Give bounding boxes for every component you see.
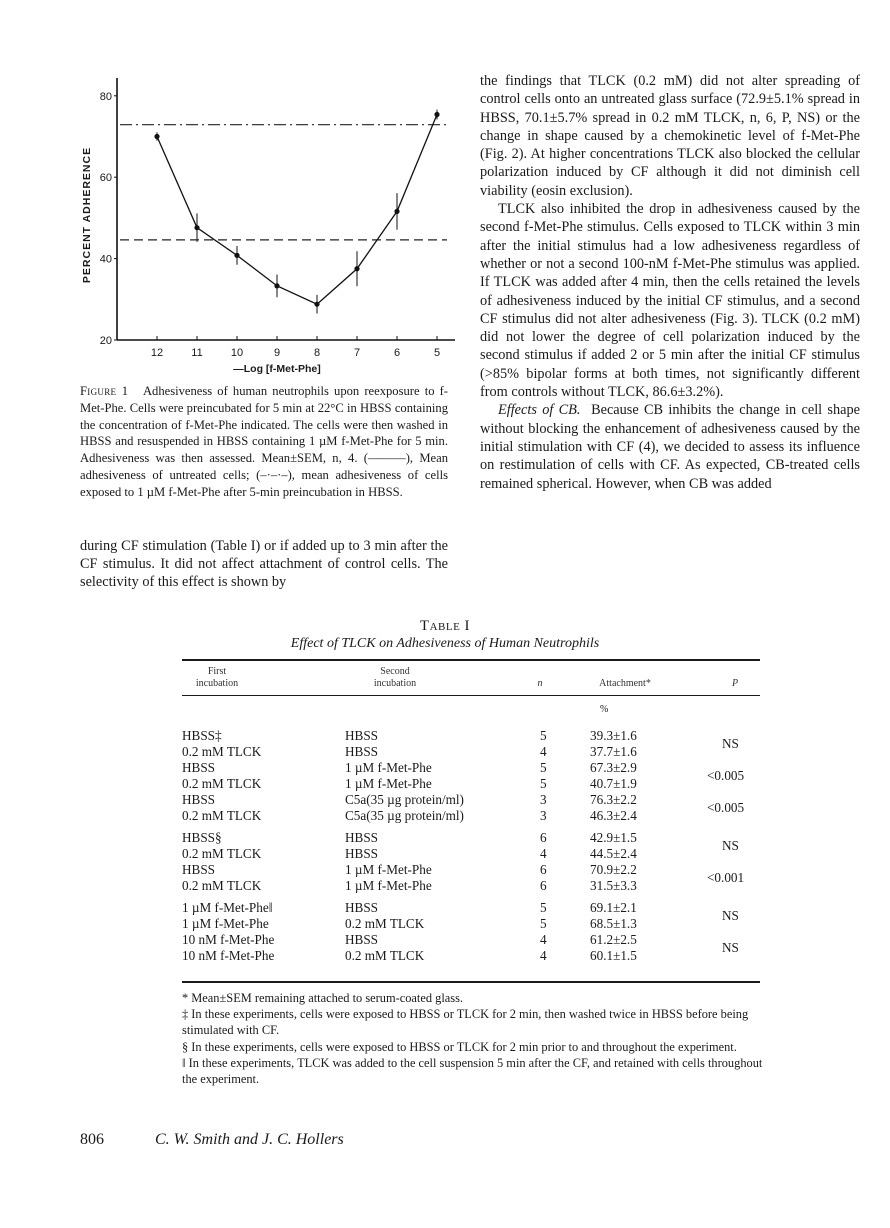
- header-p: P: [731, 678, 739, 689]
- cell-p-value: <0.001: [707, 870, 745, 885]
- header-n: n: [537, 678, 543, 689]
- cell-p-value: NS: [722, 908, 739, 923]
- attachment-unit: %: [600, 704, 609, 715]
- cell-attachment: 40.7±1.9: [590, 776, 637, 791]
- cell-attachment: 70.9±2.2: [590, 862, 637, 877]
- cell-n: 5: [540, 776, 547, 791]
- y-tick-label: 20: [99, 335, 112, 347]
- cell-n: 6: [540, 862, 547, 877]
- cell-n: 4: [540, 932, 547, 947]
- cell-first-incubation: HBSS: [182, 862, 215, 877]
- cell-n: 5: [540, 760, 547, 775]
- header-text: Second: [380, 666, 410, 677]
- cell-n: 4: [540, 948, 547, 963]
- paragraph-2: TLCK also inhibited the drop in adhesiveness caused by the second f-Met-Phe stimulus. Cells exposed to TLCK within 3 min after the initial stimulus had a low adhesiveness regardless of whether or not a second 100-nM f-Met-Phe stimulus was applied. If TLCK was added after 4 min, then the cells retained the levels of adhesiveness induced by the initial CF stimulus, and a second CF stimulus did not alter adhesiveness (Fig. 3). TLCK (0.2 mM) did not lower the degree of cell polarization induced by the second stimulus if added 2 or 5 min after the initial CF stimulus (>85% bipolar forms at both times, not significantly different from controls without TLCK, 86.6±3.2%).: [480, 201, 860, 401]
- cell-first-incubation: 10 nM f-Met-Phe: [182, 932, 275, 947]
- cell-second-incubation: HBSS: [345, 846, 378, 861]
- y-axis-title: PERCENT ADHERENCE: [81, 146, 93, 284]
- footnote-double-dagger: ‡ In these experiments, cells were exposed to HBSS or TLCK for 2 min, then washed twice in HBSS before being stimulated with CF.: [182, 1007, 749, 1038]
- header-attachment: Attachment*: [599, 678, 651, 689]
- x-tick-label: 6: [393, 347, 401, 359]
- cell-second-incubation: 1 µM f-Met-Phe: [345, 878, 432, 893]
- figure-1-chart: [60, 70, 460, 380]
- table-header-rule: [182, 695, 760, 696]
- table-bottom-rule: [182, 981, 760, 983]
- axis-labels: [81, 91, 440, 375]
- footnote-asterisk: * Mean±SEM remaining attached to serum-coated glass.: [182, 991, 464, 1005]
- data-series: [154, 110, 439, 314]
- cell-second-incubation: HBSS: [345, 728, 378, 743]
- header-text: incubation: [195, 678, 239, 689]
- cell-attachment: 42.9±1.5: [590, 830, 637, 845]
- cell-n: 6: [540, 830, 547, 845]
- table-top-rule: [182, 659, 760, 661]
- cell-n: 4: [540, 744, 547, 759]
- data-point: [274, 283, 279, 288]
- x-tick-label: 7: [353, 347, 361, 359]
- table-subtitle: Effect of TLCK on Adhesiveness of Human Neutrophils: [290, 636, 600, 651]
- chart-axes: [114, 78, 455, 340]
- table-title: Table I: [419, 618, 471, 634]
- cell-second-incubation: 1 µM f-Met-Phe: [345, 862, 432, 877]
- series-line: [157, 115, 437, 305]
- data-point: [194, 225, 199, 230]
- cell-p-value: <0.005: [707, 768, 745, 783]
- cell-first-incubation: 1 µM f-Met-Phe‖: [182, 900, 273, 915]
- paragraph-1: the findings that TLCK (0.2 mM) did not alter spreading of control cells onto an untreated glass surface (72.9±5.1% spread in HBSS, 70.1±5.7% spread in 0.2 mM TLCK, n, 6, P, NS) or the change in shape caused by a chemokinetic level of f-Met-Phe (Fig. 2). At higher concentrations TLCK also blocked the cellular polarization induced by CF although it did not diminish cell viability (eosin exclusion).: [480, 73, 860, 199]
- cell-attachment: 68.5±1.3: [590, 916, 637, 931]
- cell-first-incubation: 0.2 mM TLCK: [182, 776, 262, 791]
- x-tick-label: 10: [230, 347, 244, 359]
- table-footnotes: [182, 990, 767, 1087]
- y-tick-label: 60: [99, 172, 112, 185]
- paragraph-3-text: Because CB inhibits the change in cell shape without blocking the enhancement of adhesiveness caused by the initial stimulation with CF (4), we decided to assess its influence on restimulation of cells with CF. As expected, CB-treated cells remained spherical. However, when CB was added: [480, 402, 860, 492]
- cell-n: 6: [540, 878, 547, 893]
- figure-label: Figure 1: [80, 384, 129, 398]
- x-tick-label: 9: [273, 347, 281, 359]
- x-tick-label: 8: [313, 347, 321, 359]
- cell-first-incubation: 0.2 mM TLCK: [182, 808, 262, 823]
- cell-second-incubation: HBSS: [345, 900, 378, 915]
- right-column: [480, 72, 860, 493]
- cell-first-incubation: HBSS§: [182, 830, 222, 845]
- y-tick-label: 80: [99, 90, 112, 103]
- data-point: [314, 302, 319, 307]
- header-first-incubation: [182, 666, 252, 690]
- cell-first-incubation: 0.2 mM TLCK: [182, 846, 262, 861]
- data-point: [394, 209, 399, 214]
- figure-caption: [80, 383, 448, 501]
- cell-first-incubation: 0.2 mM TLCK: [182, 744, 262, 759]
- cell-attachment: 44.5±2.4: [590, 846, 637, 861]
- y-tick-label: 40: [99, 253, 112, 266]
- line-chart: [60, 70, 460, 380]
- cell-attachment: 39.3±1.6: [590, 728, 637, 743]
- header-text: incubation: [373, 678, 417, 689]
- footnote-section: § In these experiments, cells were exposed to HBSS or TLCK for 2 min prior to and throughout the experiment.: [182, 1039, 737, 1054]
- cell-attachment: 31.5±3.3: [590, 878, 637, 893]
- cell-second-incubation: HBSS: [345, 830, 378, 845]
- figure-caption-text: Adhesiveness of human neutrophils upon reexposure to f-Met-Phe. Cells were preincubated for 5 min at 22°C in HBSS containing the concentration of f-Met-Phe indicated. The cells were then washed in HBSS and resuspended in HBSS containing 1 µM f-Met-Phe for 5 min. Adhesiveness was then assessed. Mean±SEM, n, 4. (———), Mean adhesiveness of untreated cells; (–·–·–), mean adhesiveness of cells exposed to 1 µM f-Met-Phe after 5-min preincubation in HBSS.: [80, 384, 448, 499]
- x-tick-label: 12: [150, 347, 164, 359]
- cell-first-incubation: HBSS: [182, 792, 215, 807]
- cell-n: 5: [540, 728, 547, 743]
- data-point: [234, 253, 239, 258]
- cell-p-value: <0.005: [707, 800, 745, 815]
- page-number: 806: [80, 1131, 104, 1148]
- reference-lines: [120, 125, 447, 240]
- paragraph-3: [480, 401, 860, 492]
- running-footer-authors: C. W. Smith and J. C. Hollers: [155, 1131, 344, 1148]
- cell-n: 3: [540, 792, 547, 807]
- x-axis-title: —Log [f-Met-Phe]: [233, 363, 321, 375]
- cell-n: 3: [540, 808, 547, 823]
- cell-second-incubation: C5a(35 µg protein/ml): [345, 808, 464, 823]
- cell-first-incubation: 1 µM f-Met-Phe: [182, 916, 269, 931]
- cell-attachment: 76.3±2.2: [590, 792, 637, 807]
- data-point: [434, 112, 439, 117]
- footnote-parallel: ‖ In these experiments, TLCK was added to the cell suspension 5 min after the CF, and retained with cells throughout the experiment.: [182, 1055, 763, 1087]
- cell-attachment: 61.2±2.5: [590, 932, 637, 947]
- header-text: First: [207, 666, 227, 677]
- cell-attachment: 67.3±2.9: [590, 760, 637, 775]
- data-point: [154, 134, 159, 139]
- x-tick-label: 11: [191, 347, 203, 359]
- cell-attachment: 46.3±2.4: [590, 808, 637, 823]
- cell-second-incubation: 1 µM f-Met-Phe: [345, 776, 432, 791]
- cell-attachment: 37.7±1.6: [590, 744, 637, 759]
- cell-second-incubation: HBSS: [345, 932, 378, 947]
- header-second-incubation: [345, 666, 445, 690]
- left-column-body-text: during CF stimulation (Table I) or if added up to 3 min after the CF stimulus. It did not affect attachment of control cells. The selectivity of this effect is shown by: [80, 538, 448, 590]
- cell-attachment: 60.1±1.5: [590, 948, 637, 963]
- x-tick-label: 5: [433, 347, 441, 359]
- cell-first-incubation: HBSS: [182, 760, 215, 775]
- cell-second-incubation: HBSS: [345, 744, 378, 759]
- cell-first-incubation: 10 nM f-Met-Phe: [182, 948, 275, 963]
- cell-n: 5: [540, 916, 547, 931]
- cell-second-incubation: 0.2 mM TLCK: [345, 916, 425, 931]
- cell-p-value: NS: [722, 940, 739, 955]
- cell-n: 4: [540, 846, 547, 861]
- cell-second-incubation: 1 µM f-Met-Phe: [345, 760, 432, 775]
- cell-p-value: NS: [722, 838, 739, 853]
- cell-attachment: 69.1±2.1: [590, 900, 637, 915]
- cell-first-incubation: 0.2 mM TLCK: [182, 878, 262, 893]
- data-point: [354, 266, 359, 271]
- cell-p-value: NS: [722, 736, 739, 751]
- cell-n: 5: [540, 900, 547, 915]
- cell-first-incubation: HBSS‡: [182, 728, 222, 743]
- section-heading-effects-of-cb: Effects of CB.: [498, 402, 581, 419]
- cell-second-incubation: C5a(35 µg protein/ml): [345, 792, 464, 807]
- cell-second-incubation: 0.2 mM TLCK: [345, 948, 425, 963]
